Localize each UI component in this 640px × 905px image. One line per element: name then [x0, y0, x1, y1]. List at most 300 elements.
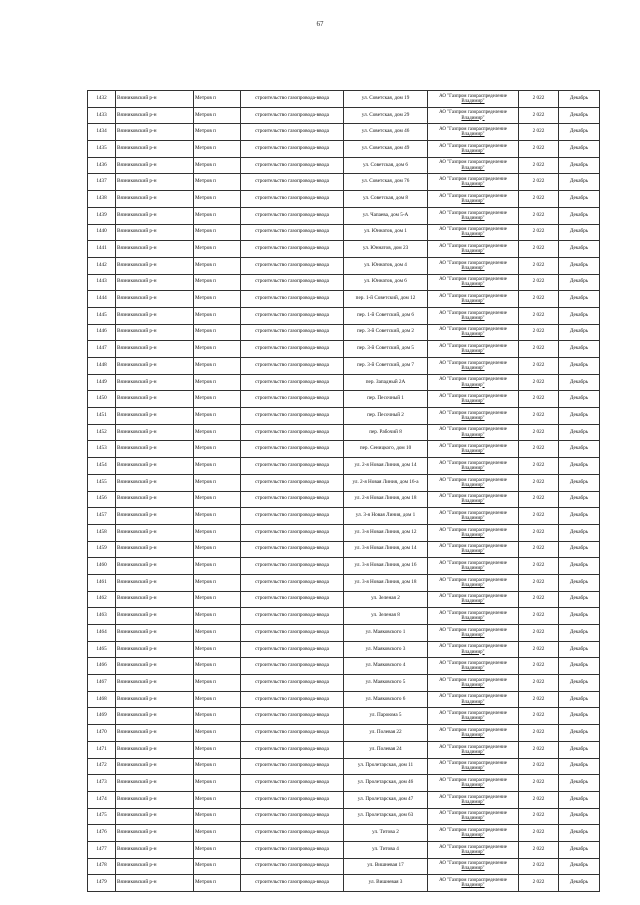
organization-line-2: Владимир" — [461, 98, 485, 104]
work-type-cell: строительство газопровода-ввода — [241, 758, 344, 775]
unit-cell: Метров п — [194, 224, 241, 241]
table-row — [88, 708, 600, 725]
unit-cell: Метров п — [194, 725, 241, 742]
organization-line-1: АО "Газпром газораспределение — [439, 560, 507, 566]
work-type-cell: строительство газопровода-ввода — [241, 458, 344, 475]
year-cell: 2 022 — [519, 858, 559, 875]
organization-line-1: АО "Газпром газораспределение — [439, 811, 507, 817]
district-cell: Вязниковский р-н — [116, 491, 194, 508]
organization-line-2: Владимир" — [461, 465, 485, 471]
address-cell: ул. Пролетарская, дом 46 — [344, 775, 428, 792]
row-number-cell: 1459 — [88, 541, 116, 558]
table-row — [88, 391, 600, 408]
year-cell: 2 022 — [519, 725, 559, 742]
unit-cell: Метров п — [194, 791, 241, 808]
work-type-cell: строительство газопровода-ввода — [241, 491, 344, 508]
table-row — [88, 257, 600, 274]
row-number-cell: 1453 — [88, 441, 116, 458]
work-type-cell: строительство газопровода-ввода — [241, 324, 344, 341]
organization-cell — [428, 508, 519, 525]
table-row — [88, 758, 600, 775]
organization-line-1: АО "Газпром газораспределение — [439, 310, 507, 316]
district-cell: Вязниковский р-н — [116, 408, 194, 425]
organization-line-2: Владимир" — [461, 833, 485, 839]
year-cell: 2 022 — [519, 424, 559, 441]
table-row — [88, 241, 600, 258]
row-number-cell: 1469 — [88, 708, 116, 725]
unit-cell: Метров п — [194, 274, 241, 291]
row-number-cell: 1444 — [88, 291, 116, 308]
unit-cell: Метров п — [194, 608, 241, 625]
address-cell: ул. Советская, дом 29 — [344, 107, 428, 124]
organization-line-1: АО "Газпром газораспределение — [439, 761, 507, 767]
year-cell: 2 022 — [519, 591, 559, 608]
unit-cell: Метров п — [194, 524, 241, 541]
address-cell: ул. 3-я Новая Линия, дом 12 — [344, 524, 428, 541]
table-row — [88, 675, 600, 692]
organization-line-2: Владимир" — [461, 115, 485, 121]
year-cell: 2 022 — [519, 508, 559, 525]
organization-line-1: АО "Газпром газораспределение — [439, 93, 507, 99]
district-cell: Вязниковский р-н — [116, 174, 194, 191]
unit-cell: Метров п — [194, 574, 241, 591]
unit-cell: Метров п — [194, 424, 241, 441]
row-number-cell: 1478 — [88, 858, 116, 875]
work-type-cell: строительство газопровода-ввода — [241, 441, 344, 458]
year-cell: 2 022 — [519, 625, 559, 642]
table-row — [88, 191, 600, 208]
work-type-cell: строительство газопровода-ввода — [241, 207, 344, 224]
year-cell: 2 022 — [519, 558, 559, 575]
organization-line-2: Владимир" — [461, 783, 485, 789]
row-number-cell: 1464 — [88, 625, 116, 642]
year-cell: 2 022 — [519, 574, 559, 591]
organization-line-1: АО "Газпром газораспределение — [439, 727, 507, 733]
month-cell: Декабрь — [559, 775, 600, 792]
organization-line-2: Владимир" — [461, 265, 485, 271]
organization-line-2: Владимир" — [461, 148, 485, 154]
year-cell: 2 022 — [519, 875, 559, 892]
organization-cell — [428, 574, 519, 591]
month-cell: Декабрь — [559, 91, 600, 108]
organization-line-2: Владимир" — [461, 232, 485, 238]
address-cell: пер. 3-й Советский, дом 5 — [344, 341, 428, 358]
organization-line-2: Владимир" — [461, 599, 485, 605]
unit-cell: Метров п — [194, 708, 241, 725]
district-cell: Вязниковский р-н — [116, 708, 194, 725]
organization-cell — [428, 191, 519, 208]
address-cell: пер. 3-й Советский, дом 2 — [344, 324, 428, 341]
row-number-cell: 1433 — [88, 107, 116, 124]
month-cell: Декабрь — [559, 274, 600, 291]
work-type-cell: строительство газопровода-ввода — [241, 291, 344, 308]
month-cell: Декабрь — [559, 124, 600, 141]
month-cell: Декабрь — [559, 858, 600, 875]
organization-line-1: АО "Газпром газораспределение — [439, 594, 507, 600]
organization-cell — [428, 725, 519, 742]
district-cell: Вязниковский р-н — [116, 307, 194, 324]
unit-cell: Метров п — [194, 257, 241, 274]
organization-line-1: АО "Газпром газораспределение — [439, 160, 507, 166]
district-cell: Вязниковский р-н — [116, 241, 194, 258]
work-type-cell: строительство газопровода-ввода — [241, 625, 344, 642]
year-cell: 2 022 — [519, 675, 559, 692]
organization-line-1: АО "Газпром газораспределение — [439, 544, 507, 550]
table-row — [88, 224, 600, 241]
table-row — [88, 358, 600, 375]
organization-cell — [428, 875, 519, 892]
organization-line-1: АО "Газпром газораспределение — [439, 227, 507, 233]
district-cell: Вязниковский р-н — [116, 441, 194, 458]
row-number-cell: 1460 — [88, 558, 116, 575]
address-cell: ул. Пролетарская, дом 11 — [344, 758, 428, 775]
table-row — [88, 741, 600, 758]
organization-line-1: АО "Газпром газораспределение — [439, 527, 507, 533]
district-cell: Вязниковский р-н — [116, 391, 194, 408]
organization-cell — [428, 358, 519, 375]
organization-line-1: АО "Газпром газораспределение — [439, 377, 507, 383]
organization-cell — [428, 341, 519, 358]
unit-cell: Метров п — [194, 174, 241, 191]
organization-line-1: АО "Газпром газораспределение — [439, 293, 507, 299]
year-cell: 2 022 — [519, 541, 559, 558]
table-row — [88, 574, 600, 591]
address-cell: ул. Маяковского 5 — [344, 675, 428, 692]
unit-cell: Метров п — [194, 91, 241, 108]
row-number-cell: 1477 — [88, 841, 116, 858]
year-cell: 2 022 — [519, 291, 559, 308]
table-row — [88, 174, 600, 191]
row-number-cell: 1458 — [88, 524, 116, 541]
month-cell: Декабрь — [559, 825, 600, 842]
organization-cell — [428, 841, 519, 858]
month-cell: Декабрь — [559, 408, 600, 425]
organization-line-1: АО "Газпром газораспределение — [439, 460, 507, 466]
organization-cell — [428, 858, 519, 875]
row-number-cell: 1462 — [88, 591, 116, 608]
organization-line-1: АО "Газпром газораспределение — [439, 661, 507, 667]
table-row — [88, 608, 600, 625]
work-type-cell: строительство газопровода-ввода — [241, 608, 344, 625]
unit-cell: Метров п — [194, 641, 241, 658]
year-cell: 2 022 — [519, 441, 559, 458]
district-cell: Вязниковский р-н — [116, 141, 194, 158]
table-row — [88, 541, 600, 558]
address-cell: ул. Маяковского 4 — [344, 658, 428, 675]
organization-line-1: АО "Газпром газораспределение — [439, 243, 507, 249]
organization-cell — [428, 474, 519, 491]
organization-line-2: Владимир" — [461, 532, 485, 538]
organization-cell — [428, 741, 519, 758]
month-cell: Декабрь — [559, 358, 600, 375]
district-cell: Вязниковский р-н — [116, 274, 194, 291]
work-type-cell: строительство газопровода-ввода — [241, 591, 344, 608]
month-cell: Декабрь — [559, 474, 600, 491]
work-type-cell: строительство газопровода-ввода — [241, 808, 344, 825]
district-cell: Вязниковский р-н — [116, 791, 194, 808]
work-type-cell: строительство газопровода-ввода — [241, 508, 344, 525]
organization-line-1: АО "Газпром газораспределение — [439, 344, 507, 350]
year-cell: 2 022 — [519, 758, 559, 775]
work-type-cell: строительство газопровода-ввода — [241, 307, 344, 324]
district-cell: Вязниковский р-н — [116, 257, 194, 274]
organization-cell — [428, 141, 519, 158]
table-row — [88, 691, 600, 708]
unit-cell: Метров п — [194, 107, 241, 124]
district-cell: Вязниковский р-н — [116, 508, 194, 525]
address-cell: ул. 2-я Новая Линия, дом 18 — [344, 491, 428, 508]
organization-line-1: АО "Газпром газораспределение — [439, 611, 507, 617]
organization-line-1: АО "Газпром газораспределение — [439, 110, 507, 116]
address-cell: ул. Полевая 22 — [344, 725, 428, 742]
organization-line-1: АО "Газпром газораспределение — [439, 644, 507, 650]
organization-cell — [428, 625, 519, 642]
row-number-cell: 1432 — [88, 91, 116, 108]
row-number-cell: 1451 — [88, 408, 116, 425]
district-cell: Вязниковский р-н — [116, 574, 194, 591]
month-cell: Декабрь — [559, 257, 600, 274]
organization-line-2: Владимир" — [461, 198, 485, 204]
organization-line-1: АО "Газпром газораспределение — [439, 777, 507, 783]
month-cell: Декабрь — [559, 658, 600, 675]
organization-cell — [428, 324, 519, 341]
year-cell: 2 022 — [519, 307, 559, 324]
unit-cell: Метров п — [194, 741, 241, 758]
row-number-cell: 1443 — [88, 274, 116, 291]
organization-cell — [428, 791, 519, 808]
table-row — [88, 641, 600, 658]
work-type-cell: строительство газопровода-ввода — [241, 541, 344, 558]
organization-cell — [428, 491, 519, 508]
organization-cell — [428, 458, 519, 475]
district-cell: Вязниковский р-н — [116, 91, 194, 108]
month-cell: Декабрь — [559, 558, 600, 575]
month-cell: Декабрь — [559, 391, 600, 408]
work-type-cell: строительство газопровода-ввода — [241, 858, 344, 875]
unit-cell: Метров п — [194, 541, 241, 558]
organization-line-2: Владимир" — [461, 132, 485, 138]
table-row — [88, 124, 600, 141]
district-cell: Вязниковский р-н — [116, 424, 194, 441]
row-number-cell: 1473 — [88, 775, 116, 792]
table-row — [88, 625, 600, 642]
month-cell: Декабрь — [559, 241, 600, 258]
organization-line-2: Владимир" — [461, 632, 485, 638]
month-cell: Декабрь — [559, 207, 600, 224]
year-cell: 2 022 — [519, 191, 559, 208]
table-row — [88, 424, 600, 441]
organization-line-2: Владимир" — [461, 499, 485, 505]
month-cell: Декабрь — [559, 641, 600, 658]
work-type-cell: строительство газопровода-ввода — [241, 424, 344, 441]
unit-cell: Метров п — [194, 341, 241, 358]
year-cell: 2 022 — [519, 157, 559, 174]
unit-cell: Метров п — [194, 307, 241, 324]
work-type-cell: строительство газопровода-ввода — [241, 558, 344, 575]
work-type-cell: строительство газопровода-ввода — [241, 224, 344, 241]
organization-line-2: Владимир" — [461, 866, 485, 872]
district-cell: Вязниковский р-н — [116, 474, 194, 491]
district-cell: Вязниковский р-н — [116, 641, 194, 658]
table-body — [88, 91, 600, 892]
organization-cell — [428, 224, 519, 241]
work-type-cell: строительство газопровода-ввода — [241, 708, 344, 725]
year-cell: 2 022 — [519, 474, 559, 491]
address-cell: ул. Титова 4 — [344, 841, 428, 858]
organization-cell — [428, 608, 519, 625]
month-cell: Декабрь — [559, 441, 600, 458]
unit-cell: Метров п — [194, 775, 241, 792]
row-number-cell: 1435 — [88, 141, 116, 158]
work-type-cell: строительство газопровода-ввода — [241, 91, 344, 108]
month-cell: Декабрь — [559, 374, 600, 391]
year-cell: 2 022 — [519, 791, 559, 808]
address-cell: ул. Советская, дом 49 — [344, 141, 428, 158]
year-cell: 2 022 — [519, 458, 559, 475]
table-row — [88, 291, 600, 308]
organization-line-1: АО "Газпром газораспределение — [439, 277, 507, 283]
organization-cell — [428, 307, 519, 324]
address-cell: ул. 3-я Новая Линия, дом 1 — [344, 508, 428, 525]
organization-cell — [428, 257, 519, 274]
district-cell: Вязниковский р-н — [116, 675, 194, 692]
year-cell: 2 022 — [519, 124, 559, 141]
district-cell: Вязниковский р-н — [116, 841, 194, 858]
organization-line-2: Владимир" — [461, 849, 485, 855]
organization-line-2: Владимир" — [461, 616, 485, 622]
organization-cell — [428, 658, 519, 675]
organization-line-2: Владимир" — [461, 349, 485, 355]
month-cell: Декабрь — [559, 524, 600, 541]
month-cell: Декабрь — [559, 508, 600, 525]
district-cell: Вязниковский р-н — [116, 725, 194, 742]
district-cell: Вязниковский р-н — [116, 691, 194, 708]
organization-line-2: Владимир" — [461, 482, 485, 488]
row-number-cell: 1461 — [88, 574, 116, 591]
organization-cell — [428, 558, 519, 575]
table-row — [88, 107, 600, 124]
row-number-cell: 1454 — [88, 458, 116, 475]
district-cell: Вязниковский р-н — [116, 608, 194, 625]
address-cell: ул. Советская, дом 19 — [344, 91, 428, 108]
table-row — [88, 157, 600, 174]
unit-cell: Метров п — [194, 408, 241, 425]
unit-cell: Метров п — [194, 841, 241, 858]
table-row — [88, 441, 600, 458]
organization-line-1: АО "Газпром газораспределение — [439, 410, 507, 416]
organization-line-1: АО "Газпром газораспределение — [439, 360, 507, 366]
work-type-cell: строительство газопровода-ввода — [241, 791, 344, 808]
year-cell: 2 022 — [519, 658, 559, 675]
organization-line-1: АО "Газпром газораспределение — [439, 327, 507, 333]
district-cell: Вязниковский р-н — [116, 358, 194, 375]
organization-line-1: АО "Газпром газораспределение — [439, 193, 507, 199]
address-cell: пер. 1-й Советский, дом 12 — [344, 291, 428, 308]
work-type-cell: строительство газопровода-ввода — [241, 641, 344, 658]
organization-line-1: АО "Газпром газораспределение — [439, 127, 507, 133]
row-number-cell: 1467 — [88, 675, 116, 692]
district-cell: Вязниковский р-н — [116, 825, 194, 842]
address-cell: ул. Советская, дом 6 — [344, 157, 428, 174]
organization-line-2: Владимир" — [461, 399, 485, 405]
work-type-cell: строительство газопровода-ввода — [241, 741, 344, 758]
work-type-cell: строительство газопровода-ввода — [241, 157, 344, 174]
organization-line-1: АО "Газпром газораспределение — [439, 444, 507, 450]
year-cell: 2 022 — [519, 608, 559, 625]
address-cell: пер. Песочный 1 — [344, 391, 428, 408]
work-type-cell: строительство газопровода-ввода — [241, 524, 344, 541]
year-cell: 2 022 — [519, 341, 559, 358]
work-type-cell: строительство газопровода-ввода — [241, 725, 344, 742]
organization-cell — [428, 675, 519, 692]
organization-line-2: Владимир" — [461, 182, 485, 188]
organization-line-2: Владимир" — [461, 249, 485, 255]
district-cell: Вязниковский р-н — [116, 207, 194, 224]
year-cell: 2 022 — [519, 641, 559, 658]
address-cell: ул. 2-я Новая Линия, дом 16-а — [344, 474, 428, 491]
organization-line-1: АО "Газпром газораспределение — [439, 878, 507, 884]
organization-line-2: Владимир" — [461, 315, 485, 321]
address-cell: ул. 2-я Новая Линия, дом 14 — [344, 458, 428, 475]
work-type-cell: строительство газопровода-ввода — [241, 241, 344, 258]
organization-cell — [428, 591, 519, 608]
unit-cell: Метров п — [194, 157, 241, 174]
district-cell: Вязниковский р-н — [116, 107, 194, 124]
unit-cell: Метров п — [194, 374, 241, 391]
organization-cell — [428, 775, 519, 792]
organization-line-2: Владимир" — [461, 365, 485, 371]
row-number-cell: 1470 — [88, 725, 116, 742]
organization-line-2: Владимир" — [461, 699, 485, 705]
year-cell: 2 022 — [519, 274, 559, 291]
address-cell: ул. Маяковского 1 — [344, 625, 428, 642]
year-cell: 2 022 — [519, 107, 559, 124]
organization-cell — [428, 124, 519, 141]
row-number-cell: 1447 — [88, 341, 116, 358]
organization-cell — [428, 374, 519, 391]
district-cell: Вязниковский р-н — [116, 625, 194, 642]
row-number-cell: 1466 — [88, 658, 116, 675]
row-number-cell: 1468 — [88, 691, 116, 708]
row-number-cell: 1474 — [88, 791, 116, 808]
row-number-cell: 1450 — [88, 391, 116, 408]
work-type-cell: строительство газопровода-ввода — [241, 825, 344, 842]
year-cell: 2 022 — [519, 257, 559, 274]
organization-line-2: Владимир" — [461, 382, 485, 388]
year-cell: 2 022 — [519, 524, 559, 541]
year-cell: 2 022 — [519, 691, 559, 708]
organization-line-1: АО "Газпром газораспределение — [439, 494, 507, 500]
organization-cell — [428, 708, 519, 725]
organization-line-1: АО "Газпром газораспределение — [439, 861, 507, 867]
table-row — [88, 324, 600, 341]
month-cell: Декабрь — [559, 541, 600, 558]
work-type-cell: строительство газопровода-ввода — [241, 408, 344, 425]
table-row — [88, 141, 600, 158]
organization-line-2: Владимир" — [461, 749, 485, 755]
organization-line-1: АО "Газпром газораспределение — [439, 143, 507, 149]
row-number-cell: 1437 — [88, 174, 116, 191]
month-cell: Декабрь — [559, 708, 600, 725]
month-cell: Декабрь — [559, 174, 600, 191]
year-cell: 2 022 — [519, 708, 559, 725]
organization-cell — [428, 441, 519, 458]
address-cell: ул. Пароюма 5 — [344, 708, 428, 725]
district-cell: Вязниковский р-н — [116, 741, 194, 758]
address-cell: ул. Зеленая 8 — [344, 608, 428, 625]
organization-line-1: АО "Газпром газораспределение — [439, 694, 507, 700]
row-number-cell: 1436 — [88, 157, 116, 174]
